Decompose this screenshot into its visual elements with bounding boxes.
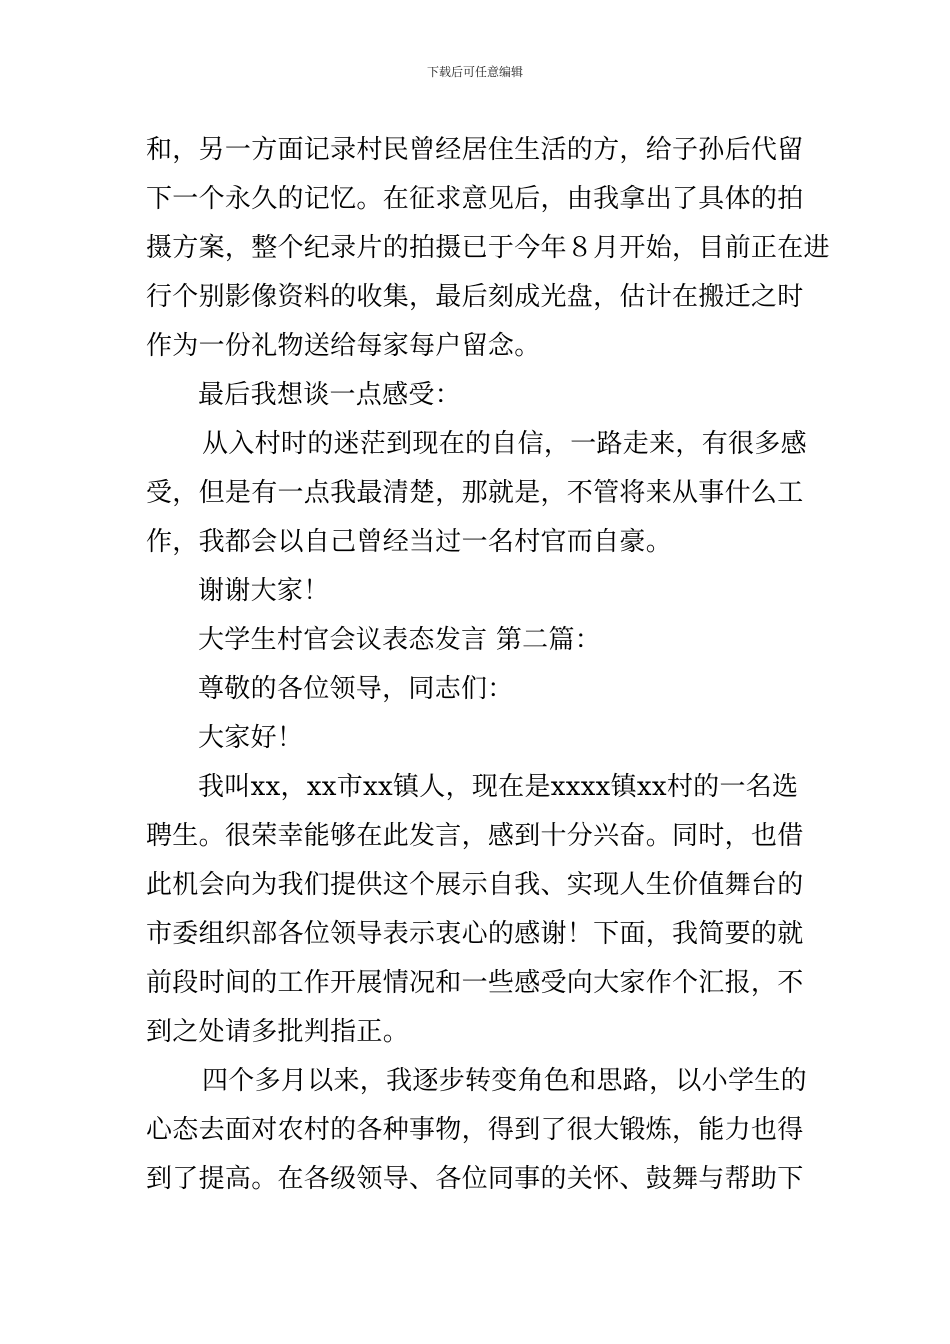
text-line: 到之处请多批判指正。 <box>146 1017 410 1047</box>
greeting: 大家好！ <box>198 723 304 753</box>
text-line: 到了提高。在各级领导、各位同事的关怀、鼓舞与帮助下 <box>146 1164 804 1194</box>
text-line: 和，另一方面记录村民曾经居住生活的方，给子孙后代留 <box>146 135 804 165</box>
text-line: 市委组织部各位领导表示衷心的感谢！下面，我简要的就 <box>146 919 804 949</box>
text-line: 我叫xx，xx市xx镇人，现在是xxxx镇xx村的一名选 <box>198 772 799 802</box>
text-line: 行个别影像资料的收集，最后刻成光盘，估计在搬迁之时 <box>146 282 804 312</box>
text-line: 前段时间的工作开展情况和一些感受向大家作个汇报，不 <box>146 968 804 998</box>
text-line: 最后我想谈一点感受： <box>198 380 462 410</box>
text-line: 从入村时的迷茫到现在的自信，一路走来，有很多感 <box>202 429 807 459</box>
page-header: 下载后可任意编辑 <box>426 65 523 79</box>
text-line: 作为一份礼物送给每家每户留念。 <box>146 331 541 361</box>
text-line: 作，我都会以自己曾经当过一名村官而自豪。 <box>146 527 673 557</box>
text-line: 此机会向为我们提供这个展示自我、实现人生价值舞台的 <box>146 870 804 900</box>
text-line: 受，但是有一点我最清楚，那就是，不管将来从事什么工 <box>146 478 804 508</box>
salutation: 尊敬的各位领导，同志们： <box>198 674 514 704</box>
text-line: 心态去面对农村的各种事物，得到了很大锻炼，能力也得 <box>146 1115 804 1145</box>
text-line: 聘生。很荣幸能够在此发言，感到十分兴奋。同时，也借 <box>146 821 804 851</box>
text-line: 下一个永久的记忆。在征求意见后，由我拿出了具体的拍 <box>146 184 804 214</box>
text-line: 谢谢大家！ <box>198 576 330 606</box>
text-line: 四个多月以来，我逐步转变角色和思路，以小学生的 <box>202 1066 807 1096</box>
document-body <box>146 126 830 1204</box>
text-line: 摄方案，整个纪录片的拍摄已于今年８月开始，目前正在进 <box>146 233 830 263</box>
section-title: 大学生村官会议表态发言 第二篇： <box>198 625 602 655</box>
